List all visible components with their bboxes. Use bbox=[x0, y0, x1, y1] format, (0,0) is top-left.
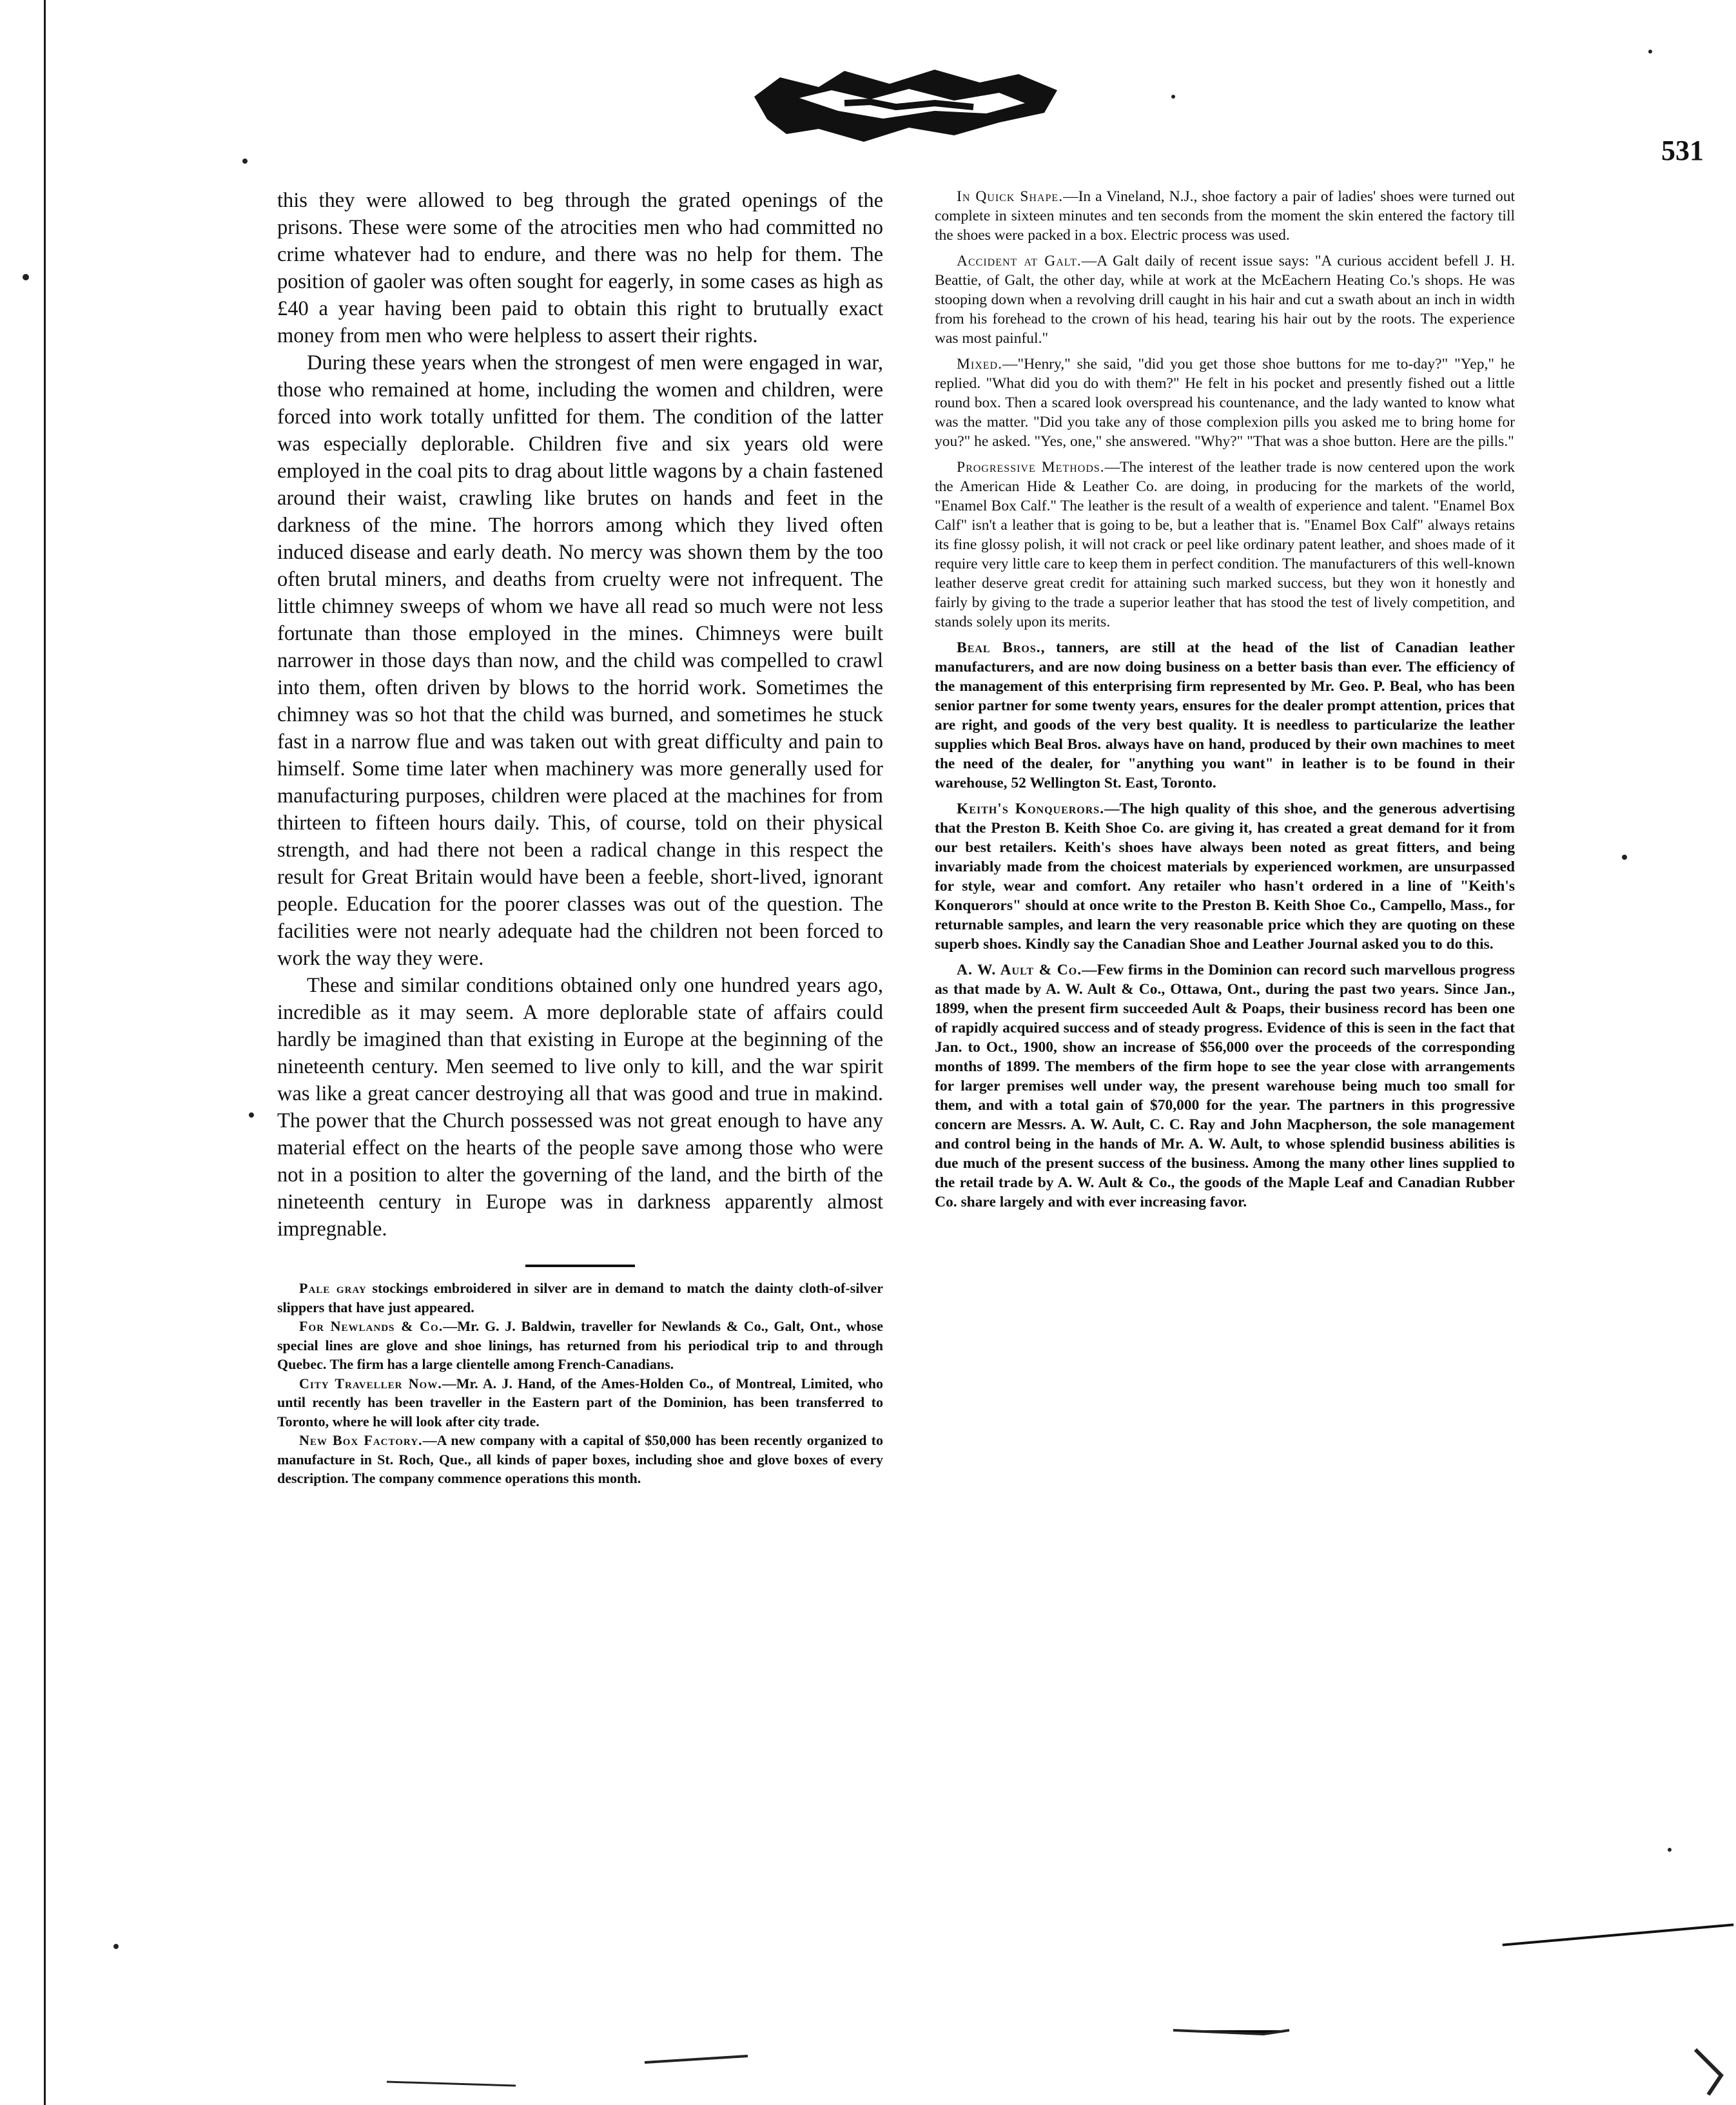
news-item-text: —The interest of the leather trade is now centered upon the work the American Hide & Leather Co. are doing, in producing for the markets of the world, "Enamel Box Calf." The leather is the result of a wealth of experience and talent. "Enamel Box Calf" isn't a leather that is going to be, but a leather that is. "Enamel Box Calf" always retains its fine glossy polish, it will not crack or peel like ordinary patent leather, and shoes made of it require very little care to keep them in perfect condition. The manufacturers of this well-known leather deserve great credit for attaining such marked success, but they won it honestly and fairly by giving to the trade a superior leather that has stood the test of lively competition, and stands solely upon its merits. bbox=[935, 459, 1515, 630]
news-item-heading: City Traveller Now. bbox=[299, 1375, 442, 1392]
news-item-text: —A Galt daily of recent issue says: "A curious accident befell J. H. Beattie, of Galt, the other day, while at work at the McEachern Heating Co.'s shops. He was stooping down when a revolving drill caught in his hair and cut a swath about an inch in width from his forehead to the crown of his head, tearing his hair out by the roots. The experience was most painful." bbox=[935, 253, 1515, 347]
news-item-heading: For Newlands & Co. bbox=[299, 1318, 444, 1334]
news-item-text: —The high quality of this shoe, and the generous advertising that the Preston B. Keith Shoe Co. are giving it, has created a great demand for it from our best retailers. Keith's shoes have always been noted as great fitters, and being invariably made from the choicest materials by experienced workmen, are unsurpassed for style, wear and comfort. Any retailer who hasn't ordered in a line of "Keith's Konquerors" should at once write to the Preston B. Keith Shoe Co., Campello, Mass., for returnable samples, and learn the very reasonable price which they are quoting on these superb shoes. Kindly say the Canadian Shoe and Leather Journal asked you to do this. bbox=[935, 800, 1515, 953]
news-item-heading: Progressive Methods. bbox=[957, 459, 1105, 476]
news-item-text: —Mr. G. J. Baldwin, traveller for Newlands & Co., Galt, Ont., whose special lines are glove and shoe linings, has returned from his periodical trip to and through Quebec. The firm has a large clientelle among French-Canadians. bbox=[277, 1318, 883, 1372]
news-item-heading: In Quick Shape. bbox=[957, 188, 1064, 205]
page-number: 531 bbox=[1661, 135, 1704, 166]
news-item-heading: Beal Bros. bbox=[957, 639, 1041, 656]
news-item-heading: Accident at Galt. bbox=[957, 253, 1082, 269]
article-paragraph: These and similar conditions obtained only one hundred years ago, incredible as it may seem. A more deplorable state of affairs could hardly be imagined than that existing in Europe at the beginning of the nineteenth century. Men seemed to live only to kill, and the war spirit was like a great cancer destroying all that was good and true in makind. The power that the Church possessed was not great enough to have any material effect on the hearts of the people save among those who were not in a position to alter the governing of the land, and the birth of the nineteenth century in Europe was in darkness apparently almost impregnable. bbox=[277, 974, 883, 1241]
article-paragraph: During these years when the strongest of men were engaged in war, those who remained at home, including the women and children, were forced into work totally unfitted for them. The condition of the latter was especially deplorable. Children five and six years old were employed in the coal pits to drag about little wagons by a chain fastened around their waist, crawling like brutes on hands and feet in the darkness of the mine. The horrors among which they lived often induced disease and early death. No mercy was shown them by the too often brutal miners, and deaths from cruelty were not infrequent. The little chimney sweeps of whom we have all read so much were not less fortunate than those employed in the mines. Chimneys were built narrower in those days than now, and the child was compelled to crawl into them, often driven by blows to the horrid work. Sometimes the chimney was so hot that the child was burned, and sometimes he stuck fast in a narrow flue and was taken out with great difficulty and pain to himself. Some time later when machinery was more generally used for manufacturing purposes, children were placed at the machines for from thirteen to fifteen hours daily. This, of course, told on their physical strength, and had there not been a radical change in this respect the result for Great Britain would have been a feeble, short-lived, ignorant people. Education for the poorer classes was out of the question. The facilities were not nearly adequate had the children not been forced to work the way they were. bbox=[277, 351, 883, 970]
news-item-heading: Keith's Konquerors. bbox=[957, 800, 1105, 817]
news-item-text: —Few firms in the Dominion can record such marvellous progress as that made by A. W. Ault & Co., Ottawa, Ont., during the past two years. Since Jan., 1899, when the present firm succeeded Ault & Poaps, their business record has been one of rapidly acquired success and of steady progress. Evidence of this is seen in the fact that Jan. to Oct., 1900, show an increase of $56,000 over the proceeds of the corresponding months of 1899. The members of the firm hope to see the year close with arrangements for larger premises well under way, the present warehouse being much too small for them, and with a total gain of $70,000 for the year. The partners in this progressive concern are Messrs. A. W. Ault, C. C. Ray and John Macpherson, the sole management and control being in the hands of Mr. A. W. Ault, to whose splendid business abilities is due much of the present success of the business. Among the many other lines supplied to the retail trade by A. W. Ault & Co., the goods of the Maple Leaf and Canadian Rubber Co. share largely and with ever increasing favor. bbox=[935, 962, 1515, 1210]
news-item-text: stockings embroidered in silver are in demand to match the dainty cloth-of-silver slippers that have just appeared. bbox=[277, 1280, 884, 1315]
news-item-text: , tanners, are still at the head of the list of Canadian leather manufacturers, and are now doing business on a better basis than ever. The efficiency of the management of this enterprising firm represented by Mr. Geo. P. Beal, who has been senior partner for some twenty years, ensures for the dealer prompt attention, prices that are right, and goods of the very best quality. It is needless to particularize the leather supplies which Beal Bros. always have on hand, produced by their own machines to meet the need of the dealer, for "anything you want" in leather is to be found in their warehouse, 52 Wellington St. East, Toronto. bbox=[935, 639, 1515, 791]
news-item-text: —Mr. A. J. Hand, of the Ames-Holden Co., of Montreal, Limited, who until recently has been traveller in the Eastern part of the Dominion, has been transferred to Toronto, where he will look after city trade. bbox=[277, 1375, 883, 1430]
news-item-heading: New Box Factory. bbox=[299, 1432, 423, 1448]
news-item-text: —A new company with a capital of $50,000 has been recently organized to manufacture in St. Roch, Que., all kinds of paper boxes, including shoe and glove boxes of every description. The company commence operations this month. bbox=[277, 1432, 883, 1486]
news-item-heading: A. W. Ault & Co. bbox=[957, 962, 1082, 978]
news-item-heading: Mixed. bbox=[957, 356, 1002, 373]
article-paragraph: this they were allowed to beg through the grated openings of the prisons. These were some of the atrocities men who had committed no crime whatever had to endure, and there was no help for them. The position of gaoler was often sought for eagerly, in some cases as high as £40 a year having been paid to obtain this right to brutually exact money from men who were helpless to assert their rights. bbox=[277, 189, 883, 347]
news-item-text: —In a Vineland, N.J., shoe factory a pair of ladies' shoes were turned out complete in sixteen minutes and ten seconds from the moment the skin entered the factory till the shoes were packed in a box. Electric process was used. bbox=[935, 188, 1516, 244]
news-item-heading: Pale gray bbox=[299, 1280, 367, 1296]
news-item-text: —"Henry," she said, "did you get those shoe buttons for me to-day?" "Yep," he replied. "What did you do with them?" He felt in his pocket and presently fished out a little round box. Then a scared look overspread his countenance, and the lady wanted to know what was the matter. "Did you take any of those complexion pills you asked me to bring home for you?" he asked. "Yes, one," she answered. "Why?" "That was a shoe button. Here are the pills." bbox=[935, 356, 1515, 450]
